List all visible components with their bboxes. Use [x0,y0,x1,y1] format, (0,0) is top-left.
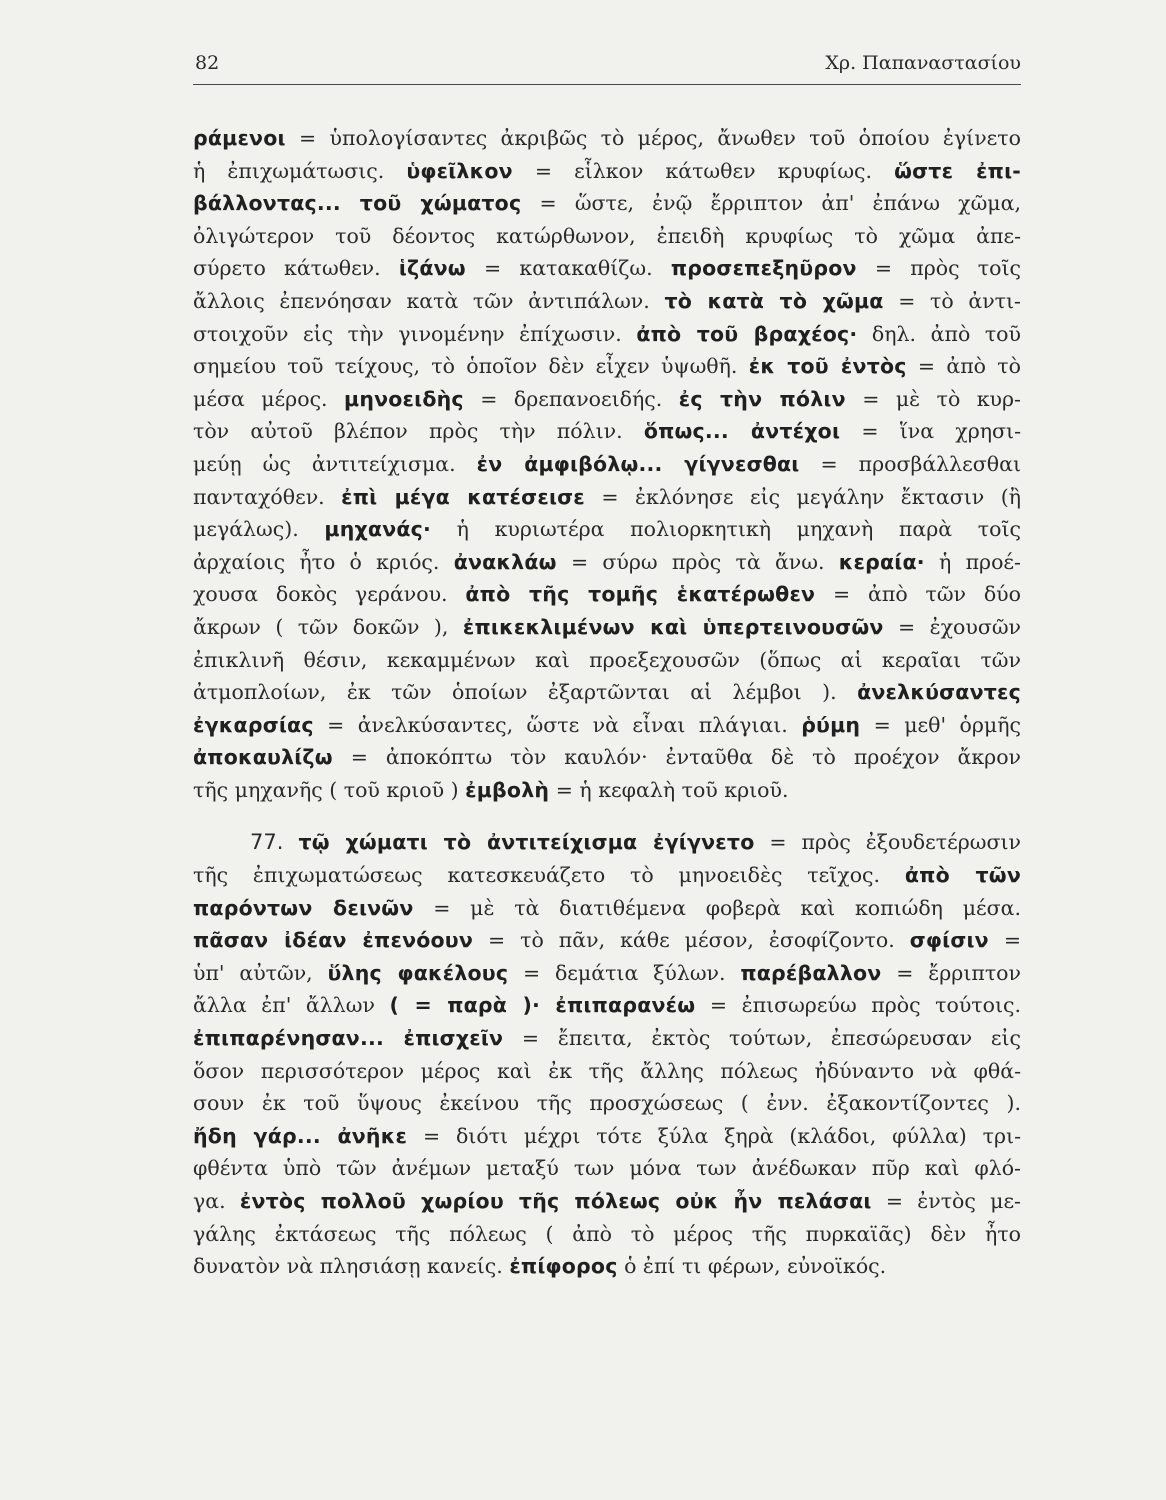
gloss: = μεθ' ὁρμῆς [860,712,1021,737]
lemma: ἐν ἀμφιβόλῳ... γίγνεσθαι [476,451,800,476]
lemma: μηχανάς· [324,517,431,542]
gloss: πανταχόθεν. [193,484,342,509]
text-line [193,1250,1021,1283]
gloss: = ἐχουσῶν [883,614,1021,639]
lemma: ἀνελκύσαντες [857,680,1021,705]
gloss: = πρὸς τοῖς [856,256,1021,281]
text-line [193,644,1021,677]
lemma: μηνοειδὴς [344,386,464,411]
gloss: = ἔρριπτον [881,960,1021,985]
gloss: χουσα δοκὸς γεράνου. [193,582,466,607]
lemma: ἐπίφορος [509,1254,618,1279]
gloss: = ἀνελκύσαντες, ὥστε νὰ εἶναι πλάγιαι. [313,712,802,737]
gloss: ὅσον περισσότερον μέρος καὶ ἐκ τῆς ἄλλης πόλεως ἠδύναντο νὰ φθά- [193,1058,1021,1083]
gloss: ἐπικλινῆ θέσιν, κεκαμμένων καὶ προεξεχουσῶν (ὅπως αἱ κεραῖαι τῶν [193,647,1021,672]
text-line [193,892,1021,925]
text-line [193,924,1021,957]
gloss: γα. [193,1189,240,1213]
text-line [193,859,1021,892]
lemma: ἀνακλάω [453,549,557,574]
text-line [193,187,1021,220]
text-line [193,826,1021,859]
lemma: ἐκ τοῦ ἐντὸς [748,354,907,379]
lemma: πᾶσαν ἰδέαν ἐπενόουν [193,928,474,953]
lemma: ῥύμη [801,712,861,737]
text-line [193,448,1021,481]
text-line [193,513,1021,546]
text-line [193,578,1021,611]
text-line [193,1087,1021,1120]
gloss: ἄλλοις ἐπενόησαν κατὰ τῶν ἀντιπάλων. [193,288,665,313]
gloss: = δεμάτια ξύλων. [508,960,741,985]
lemma: ἀπὸ τῶν [904,863,1021,888]
text-line [193,350,1021,383]
gloss: ἄλλα ἐπ' ἄλλων [193,993,390,1018]
lemma: παρόντων δεινῶν [193,895,414,920]
gloss: = πρὸς ἐξουδετέρωσιν [754,830,1021,855]
text-line [193,285,1021,318]
gloss: ἀτμοπλοίων, ἐκ τῶν ὁποίων ἐξαρτῶνται αἱ λέμβοι ). [193,680,858,705]
lemma: ( = παρὰ )· ἐπιπαρανέω [389,993,696,1018]
lemma: ἐς τὴν πόλιν [678,386,846,411]
gloss: δηλ. ἀπὸ τοῦ [857,321,1021,346]
lemma: ὕλης φακέλους [327,960,509,985]
gloss: φθέντα ὑπὸ τῶν ἀνέμων μεταξύ των μόνα των ἀνέδωκαν πῦρ καὶ φλό- [193,1156,1021,1181]
text-line [193,741,1021,774]
lemma: σφίσιν [909,928,989,953]
gloss: τῆς ἐπιχωματώσεως κατεσκευάζετο τὸ μηνοειδὲς τεῖχος. [193,863,905,888]
lemma: ἐγκαρσίας [193,712,314,737]
lemma: ὑφεῖλκον [406,158,513,183]
gloss: δυνατὸν νὰ πλησιάσῃ κανείς. [193,1254,510,1279]
running-head [193,50,1021,85]
gloss: = δρεπανοειδής. [463,386,679,411]
lemma: ἐντὸς πολλοῦ χωρίου τῆς πόλεως οὐκ ἦν πελάσαι [239,1189,872,1213]
text-line [193,220,1021,253]
gloss: ἡ κυριωτέρα πολιορκητικὴ μηχανὴ παρὰ τοῖς [430,517,1021,542]
gloss: μεγάλως). [193,517,325,542]
lemma: ἀποκαυλίζω [193,745,333,770]
text-line [193,318,1021,351]
text-line [193,957,1021,990]
gloss: = ὥστε, ἐνῷ ἔρριπτον ἀπ' ἐπάνω χῶμα, [521,191,1021,216]
gloss: = μὲ τὰ διατιθέμενα φοβερὰ καὶ κοπιώδη μέσα. [413,895,1021,920]
lemma: βάλλοντας... τοῦ χώματος [193,191,522,216]
lemma: προσεπεξηῦρον [670,256,857,281]
text-line [193,122,1021,155]
gloss: = διότι μέχρι τότε ξύλα ξηρὰ (κλάδοι, φύλλα) τρι- [407,1123,1021,1148]
text-line [193,546,1021,579]
gloss: = ἀποκόπτω τὸν καυλόν· ἐνταῦθα δὲ τὸ προέχον ἄκρον [332,745,1021,770]
gloss: σημείου τοῦ τείχους, τὸ ὁποῖον δὲν εἶχεν ὑψωθῆ. [193,354,749,379]
text-line [193,481,1021,514]
text-line [193,1218,1021,1251]
text-line [193,252,1021,285]
gloss: = προσβάλλεσθαι [799,451,1021,476]
gloss: = τὸ ἀντι- [883,288,1021,313]
gloss: στοιχοῦν εἰς τὴν γινομένην ἐπίχωσιν. [193,321,637,346]
gloss: = ἔπειτα, ἐκτὸς τούτων, ἐπεσώρευσαν εἰς [503,1026,1021,1051]
text-line [193,1120,1021,1153]
lemma: ἐμβολὴ [465,777,550,802]
lemma: ἐπιπαρένησαν... ἐπισχεῖν [193,1026,504,1051]
gloss: ἡ προέ- [924,549,1021,574]
gloss: = ὑπολογίσαντες ἀκριβῶς τὸ μέρος, ἄνωθεν τοῦ ὁποίου ἐγίνετο [285,126,1021,150]
gloss: μεύῃ ὡς ἀντιτείχισμα. [193,451,477,476]
gloss: = ἐντὸς με- [871,1189,1021,1213]
lemma: ἱζάνω [398,256,466,281]
text-line [193,709,1021,742]
gloss: μέσα μέρος. [193,386,345,411]
text-line [193,415,1021,448]
gloss: = ἀπὸ τὸ [906,354,1021,379]
gloss: = ἡ κεφαλὴ τοῦ κριοῦ. [549,777,789,802]
gloss: = σύρω πρὸς τὰ ἄνω. [556,549,839,574]
gloss: ἡ ἐπιχωμάτωσις. [193,158,407,183]
text-line [193,1152,1021,1185]
gloss: = τὸ πᾶν, κάθε μέσον, ἐσοφίζοντο. [473,928,910,953]
page-number: 82 [195,52,220,74]
lemma: ἐπικεκλιμένων καὶ ὑπερτεινουσῶν [462,614,884,639]
gloss: = ἀπὸ τῶν δύο [815,582,1021,607]
gloss: ἄκρων ( τῶν δοκῶν ), [193,614,463,639]
lemma: ἀπὸ τῆς τομῆς ἑκατέρωθεν [465,582,816,607]
gloss: = εἷλκον κάτωθεν κρυφίως. [512,158,895,183]
gloss: = ἐκλόνησε εἰς μεγάλην ἔκτασιν (ἢ [584,484,1021,509]
text-line [193,1055,1021,1088]
text-line [193,1022,1021,1055]
text-line [193,155,1021,188]
text-line [193,611,1021,644]
text-line [193,676,1021,709]
gloss: ὑπ' αὐτῶν, [193,960,328,985]
gloss: ὁ ἐπί τι φέρων, εὐνοϊκός. [617,1254,887,1279]
gloss: τῆς μηχανῆς ( τοῦ κριοῦ ) [193,777,466,802]
running-title: Χρ. Παπαναστασίου [825,52,1021,74]
section-number: 77. [250,830,299,855]
gloss: = ἵνα χρησι- [840,419,1021,444]
text-line [193,774,1021,807]
text-line [193,1185,1021,1218]
lemma: ὥστε ἐπι- [894,158,1021,183]
gloss: τὸν αὐτοῦ βλέπον πρὸς τὴν πόλιν. [193,419,644,444]
gloss: = κατακαθίζω. [465,256,671,281]
text-line [193,989,1021,1022]
lemma: ἀπὸ τοῦ βραχέος· [636,321,858,346]
commentary-text [193,122,1021,1283]
lemma: κεραία· [838,549,925,574]
lemma: τῷ χώματι τὸ ἀντιτείχισμα ἐγίγνετο [298,830,755,855]
lemma: τὸ κατὰ τὸ χῶμα [664,288,884,313]
lemma: παρέβαλλον [740,960,882,985]
gloss: = [988,928,1021,953]
lemma: ράμενοι [193,126,286,150]
gloss: σύρετο κάτωθεν. [193,256,399,281]
gloss: = ἐπισωρεύω πρὸς τούτοις. [695,993,1021,1018]
gloss: σουν ἐκ τοῦ ὕψους ἐκείνου τῆς προσχώσεως ( ἐνν. ἐξακοντίζοντες ). [193,1091,1021,1116]
lemma: ὅπως... ἀντέχοι [643,419,841,444]
gloss: ὀλιγώτερον τοῦ δέοντος κατώρθωνον, ἐπειδὴ κρυφίως τὸ χῶμα ἀπε- [193,223,1021,248]
text-line [193,383,1021,416]
lemma: ἐπὶ μέγα κατέσεισε [341,484,585,509]
gloss: γάλης ἐκτάσεως τῆς πόλεως ( ἀπὸ τὸ μέρος τῆς πυρκαϊᾶς) δὲν ἦτο [193,1221,1021,1246]
gloss: = μὲ τὸ κυρ- [845,386,1021,411]
gloss: ἀρχαίοις ἦτο ὁ κριός. [193,549,454,574]
lemma: ἤδη γάρ... ἀνῆκε [193,1123,408,1148]
paragraph-gap [193,806,1021,826]
